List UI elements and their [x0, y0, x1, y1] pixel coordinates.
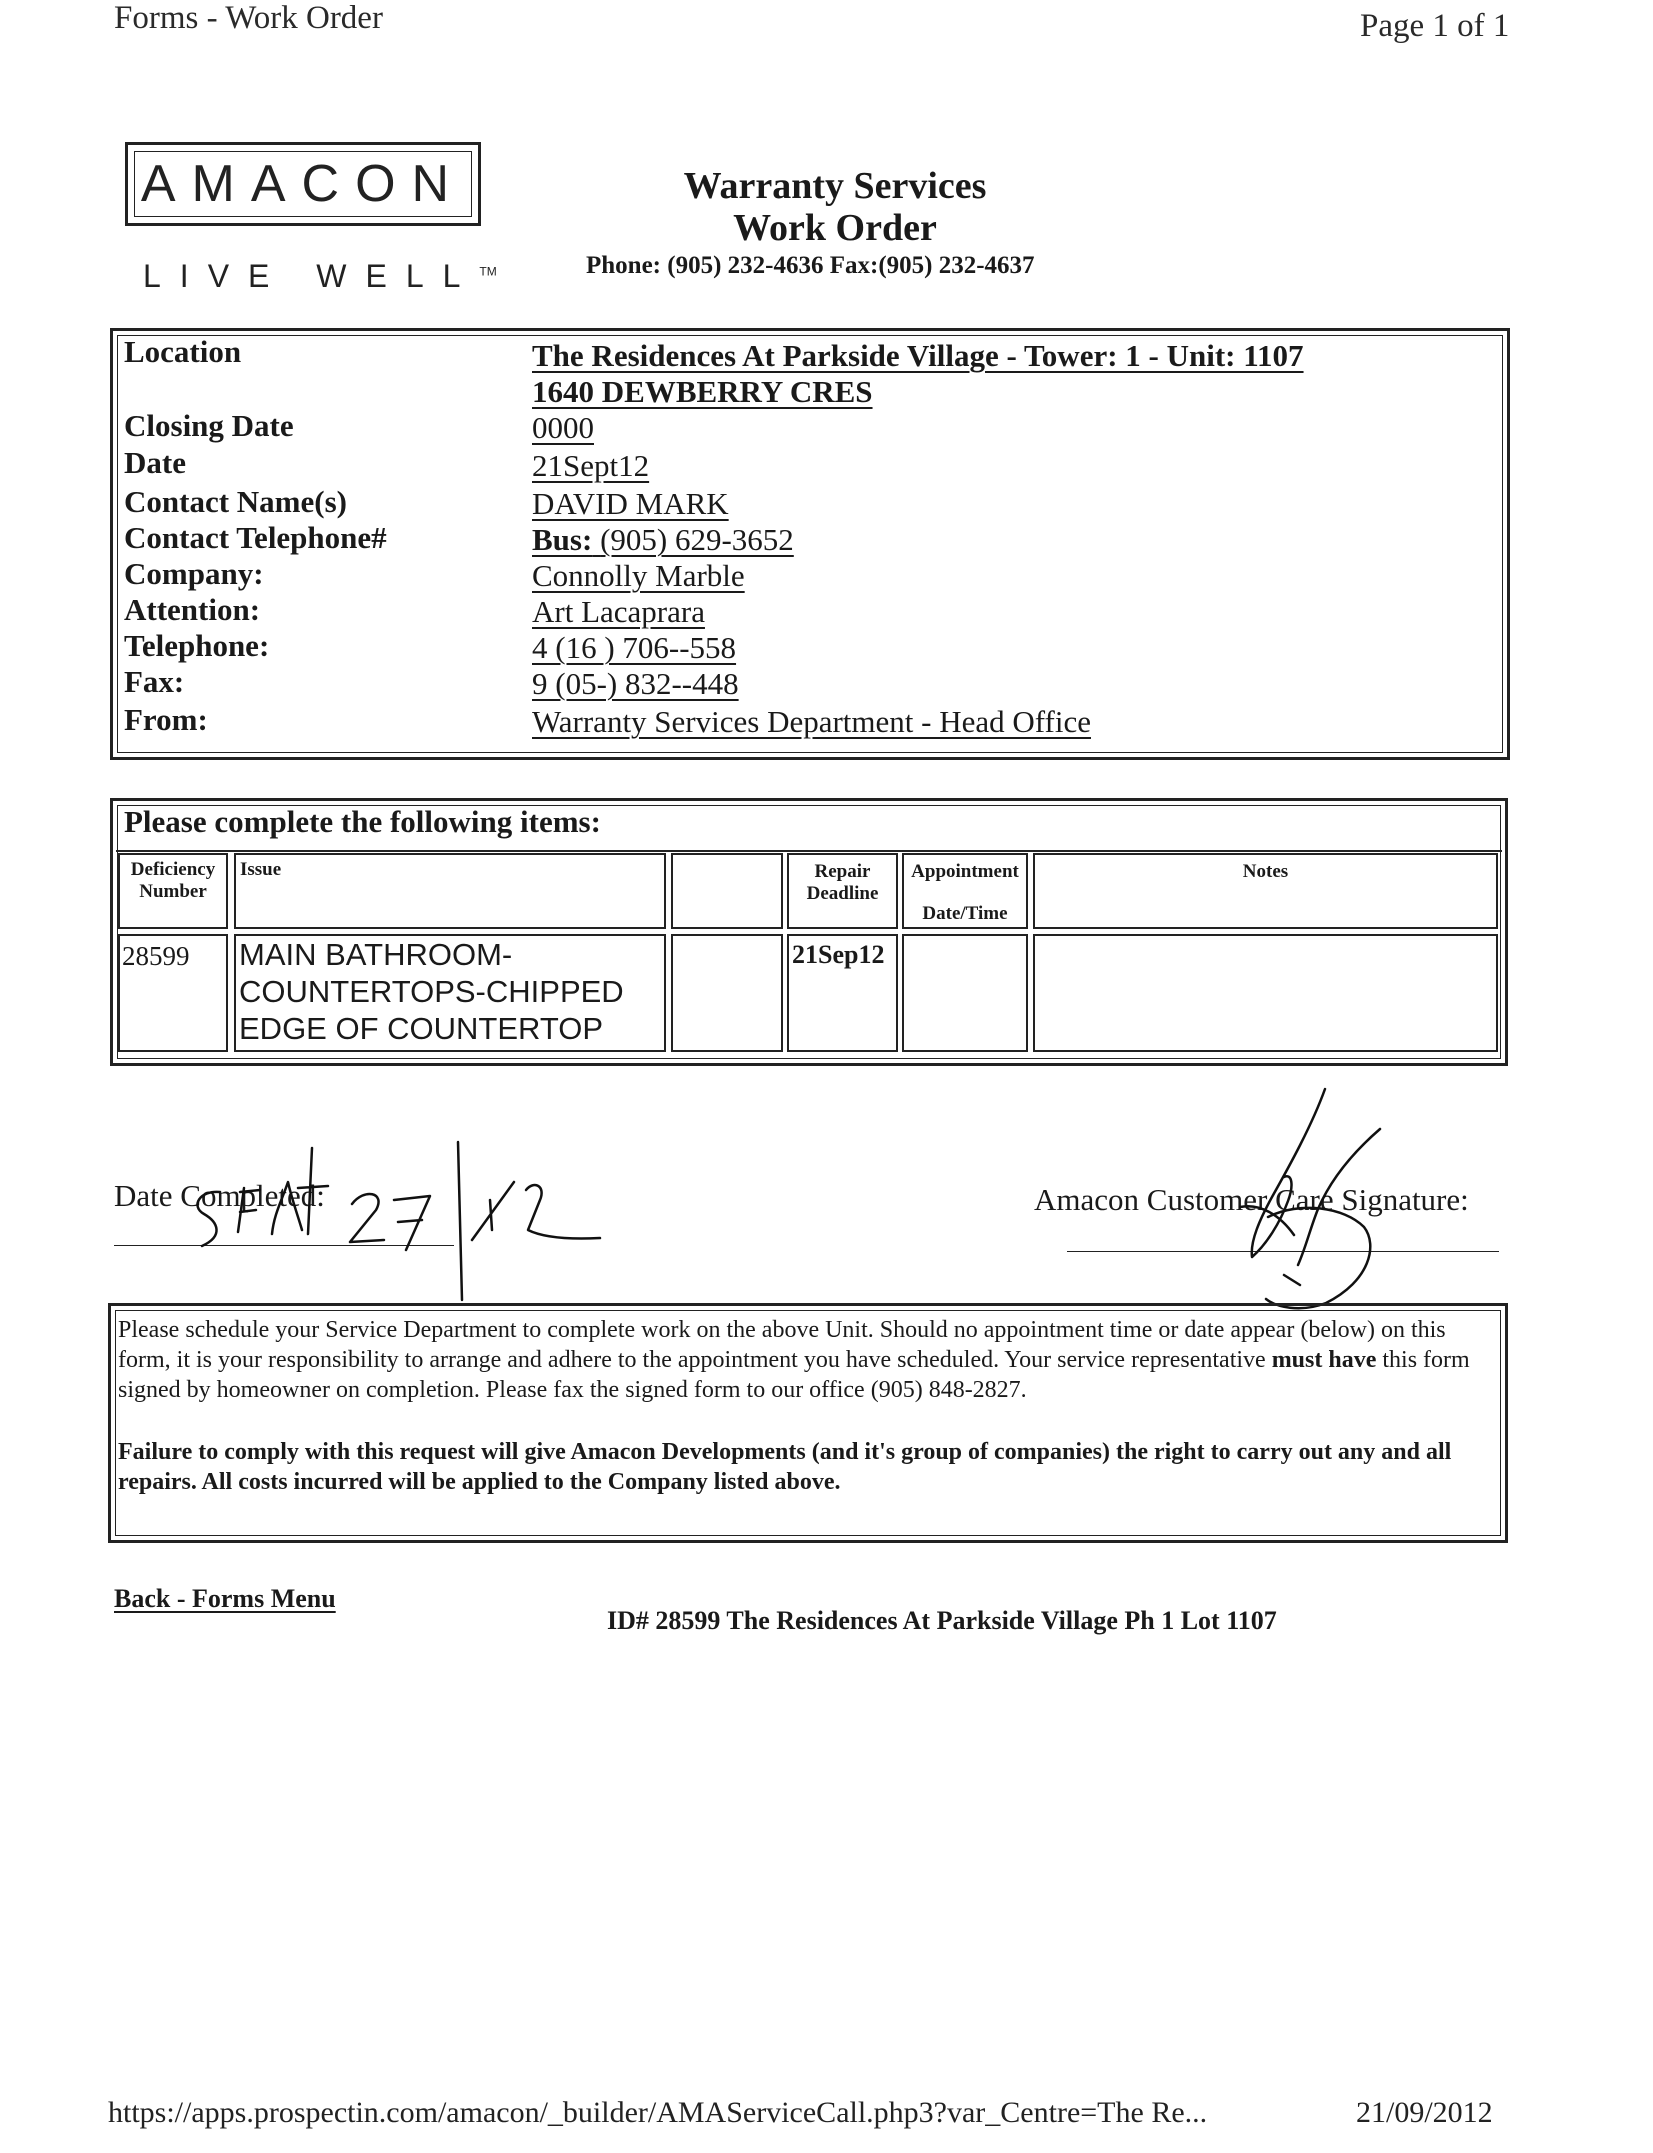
header-deficiency-number: Deficiency Number: [118, 853, 228, 929]
address-value: 1640 DEWBERRY CRES: [532, 374, 873, 409]
date-label: Date: [124, 445, 186, 480]
print-header-title: Forms - Work Order: [114, 0, 383, 36]
contact-name-label: Contact Name(s): [124, 484, 347, 519]
contact-telephone-label: Contact Telephone#: [124, 520, 387, 555]
attention-value: Art Lacaprara: [532, 594, 705, 629]
row-repair-deadline: 21Sep12: [787, 934, 898, 1052]
row-blank: [671, 934, 783, 1052]
row-notes: [1033, 934, 1498, 1052]
record-id-line: ID# 28599 The Residences At Parkside Village Ph 1 Lot 1107: [607, 1606, 1277, 1635]
row-appointment: [902, 934, 1028, 1052]
date-completed-label: Date Completed:: [114, 1178, 325, 1213]
closing-date-label: Closing Date: [124, 408, 294, 443]
from-value: Warranty Services Department - Head Office: [532, 704, 1091, 739]
fax-label: Fax:: [124, 664, 185, 699]
row-issue: MAIN BATHROOM- COUNTERTOPS-CHIPPED EDGE OF COUNTERTOP: [234, 934, 666, 1052]
amacon-logo: [125, 142, 481, 226]
attention-label: Attention:: [124, 592, 261, 627]
contact-name-value: DAVID MARK: [532, 486, 729, 521]
date-value: 21Sept12: [532, 448, 650, 483]
print-url: https://apps.prospectin.com/amacon/_builder/AMAServiceCall.php3?var_Centre=The Re...: [108, 2096, 1208, 2129]
header-appointment: Appointment Date/Time: [902, 853, 1028, 929]
customer-care-signature: [1180, 1085, 1420, 1325]
header-blank: [671, 853, 783, 929]
heading-line-1: Warranty Services: [683, 165, 987, 207]
back-forms-menu-link[interactable]: Back - Forms Menu: [114, 1584, 336, 1613]
contact-telephone-value: Bus: (905) 629-3652: [532, 522, 794, 557]
company-label: Company:: [124, 556, 264, 591]
header-repair-deadline: Repair Deadline: [787, 853, 898, 929]
instructions-paragraph-1: Please schedule your Service Department to complete work on the above Unit. Should no appointment time or date appear (below) on this form, it is your responsibility to arrange and adhere to the appointment you have scheduled. Your service representative must have this form signed by homeowner on completion. Please fax the signed form to our office (905) 848-2827.: [118, 1317, 1470, 1403]
header-issue: Issue: [234, 853, 666, 929]
items-title: Please complete the following items:: [124, 804, 601, 839]
logo-wordmark: AMACON: [140, 155, 466, 213]
page-number: Page 1 of 1: [1360, 8, 1510, 44]
instructions-paragraph-2: Failure to comply with this request will give Amacon Developments (and it's group of companies) the right to carry out any and all repairs. All costs incurred will be applied to the Company listed above.: [118, 1439, 1452, 1495]
from-label: From:: [124, 702, 208, 737]
row-deficiency-number: 28599: [118, 934, 228, 1052]
fax-value: 9 (05-) 832--448: [532, 666, 739, 701]
heading-phone-fax: Phone: (905) 232-4636 Fax:(905) 232-4637: [586, 252, 1035, 279]
print-date: 21/09/2012: [1356, 2096, 1493, 2129]
location-label: Location: [124, 334, 242, 369]
telephone-label: Telephone:: [124, 628, 270, 663]
telephone-value: 4 (16 ) 706--558: [532, 630, 737, 665]
closing-date-value: 0000: [532, 410, 594, 445]
location-value: The Residences At Parkside Village - Tower: 1 - Unit: 1107: [532, 338, 1304, 373]
handwritten-completion-date: [180, 1130, 620, 1310]
heading-line-2: Work Order: [733, 207, 937, 249]
header-notes: Notes: [1033, 853, 1498, 929]
signature-label: Amacon Customer Care Signature:: [1034, 1182, 1469, 1217]
company-value: Connolly Marble: [532, 558, 745, 593]
logo-tagline: LIVE WELL™: [143, 258, 497, 294]
